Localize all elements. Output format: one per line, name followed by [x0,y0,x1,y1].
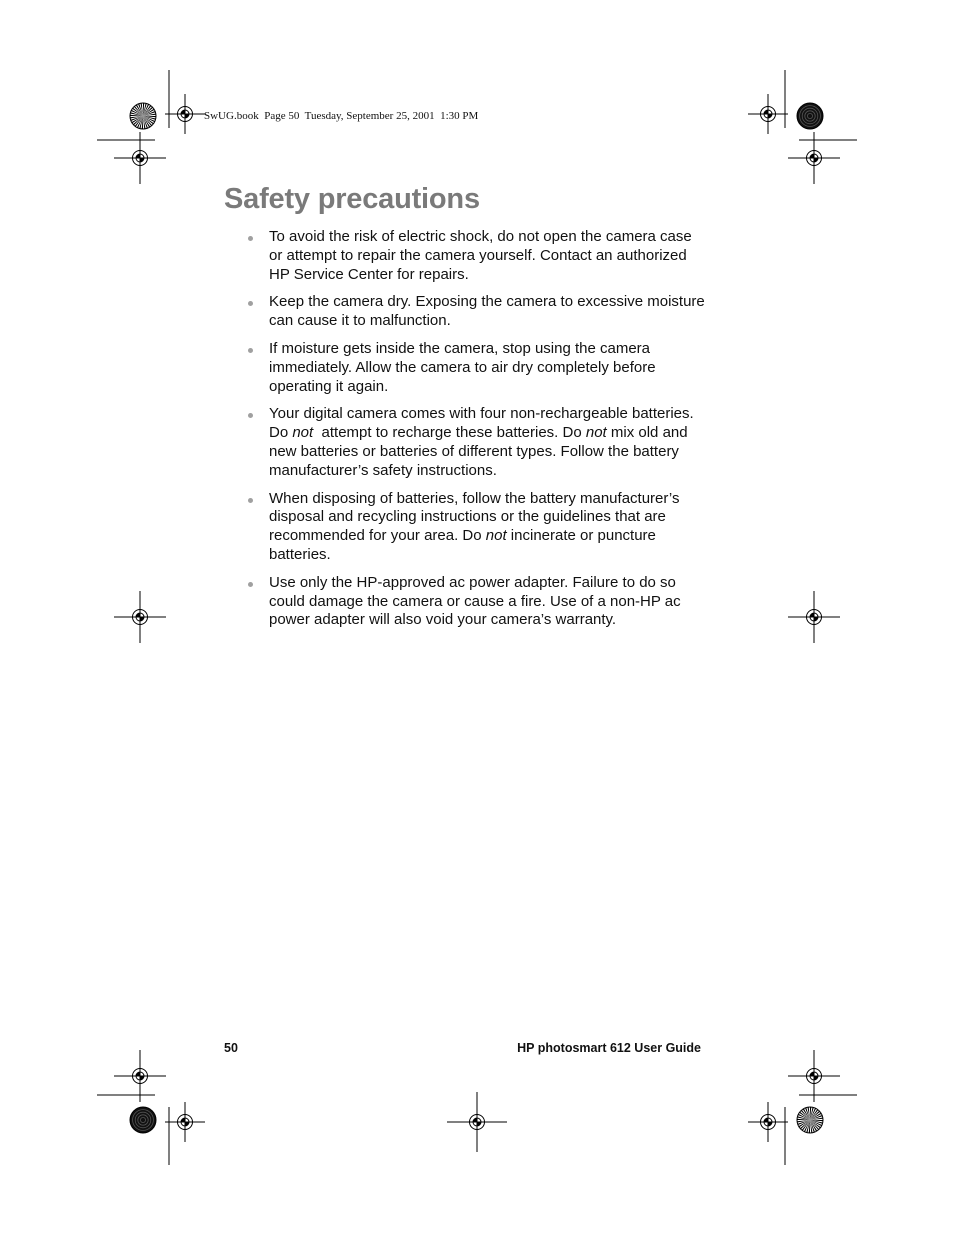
list-item [246,574,706,630]
bullet-text: To avoid the risk of electric shock, do not open the camera case or attempt to repair the camera yourself. Contact an authorized HP Service Center for repairs. [269,228,696,283]
bullet-icon [248,301,253,306]
bullet-text: Use only the HP-approved ac power adapter. Failure to do so could damage the camera or cause a fire. Use of a non-HP ac power adapter will also void your camera’s warranty. [269,573,685,629]
dial-icon [797,103,823,129]
bullet-text: When disposing of batteries, follow the battery manufacturer’s disposal and recycling instructions or the guidelines that are recommended for your area. Do not incinerate or puncture batteries. [269,489,684,563]
bullet-icon [248,413,253,418]
list-item [246,228,706,284]
bullet-text: Keep the camera dry. Exposing the camera to excessive moisture can cause it to malfunction. [269,293,709,330]
bullet-icon [248,348,253,353]
print-slug: SwUG.book Page 50 Tuesday, September 25, 2001 1:30 PM [204,110,479,122]
safety-list [246,228,709,639]
list-item [246,490,706,565]
bullet-icon [248,236,253,241]
bullet-text: If moisture gets inside the camera, stop using the camera immediately. Allow the camera to air dry completely before operating it again. [269,339,660,395]
dial-icon [130,1107,156,1133]
list-item [246,293,709,331]
bullet-icon [248,582,253,587]
bullet-text: Your digital camera comes with four non-rechargeable batteries. Do not attempt to recharge these batteries. Do not mix old and new batteries or batteries of different types. Follow the battery manufacturer’s safety instructions. [269,405,698,479]
bullet-icon [248,498,253,503]
page-title: Safety precautions [224,183,480,215]
list-item [246,340,706,396]
guide-title: HP photosmart 612 User Guide [517,1041,701,1055]
list-item [246,405,706,480]
page-number: 50 [224,1041,238,1055]
